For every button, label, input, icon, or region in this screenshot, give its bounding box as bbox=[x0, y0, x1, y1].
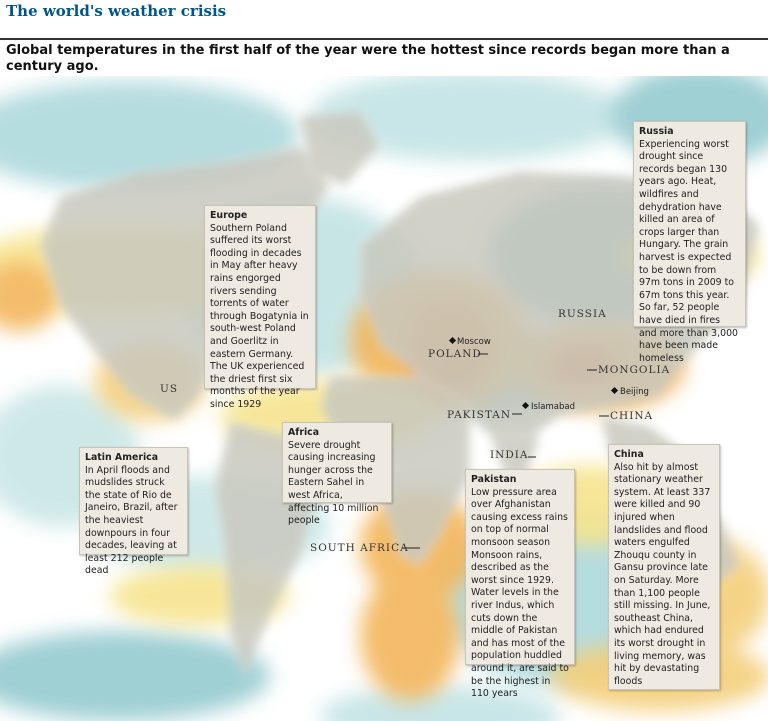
annotation-africa bbox=[282, 422, 392, 527]
annotation-russia-text: Experiencing worst drought since records began 130 years ago. Heat, wildfires and dehydration have killed an area of crops larger than Hungary. The grain harvest is expected to be down from 97m tons in 2009 to 67m tons this year. So far, 52 people have died in fires and more than 3,000 have been made homeless bbox=[639, 138, 739, 364]
page-title: The world's weather crisis bbox=[6, 2, 227, 20]
lead-bold: Global temperatures in the first half of the year were the hottest since records began more than a century ago. bbox=[6, 43, 730, 74]
annotation-africa-text: Severe drought causing increasing hunger across the Eastern Sahel in west Africa, affecting 10 million people bbox=[288, 439, 379, 527]
annotation-china-heading: China bbox=[614, 449, 644, 460]
annotation-africa-heading: Africa bbox=[288, 427, 320, 438]
label-india: INDIA bbox=[490, 449, 529, 461]
annotation-latin-america-heading: Latin America bbox=[85, 452, 159, 463]
annotation-latin-america bbox=[79, 447, 188, 577]
annotation-europe bbox=[204, 205, 316, 410]
annotation-china-text: Also hit by almost stationary weather system. At least 337 were killed and 90 injured when landslides and flood waters engulfed Zhouqu county in Gansu province late on Saturday. More than 1,100 people still missing. In June, southeast China, which had endured its worst drought in living memory, was hit by devastating floods bbox=[614, 461, 711, 687]
annotation-russia-heading: Russia bbox=[639, 126, 674, 137]
city-beijing: Beijing bbox=[620, 387, 649, 397]
annotation-pakistan-text: Low pressure area over Afghanistan causing excess rains on top of normal monsoon season Monsoon rains, described as the worst since 1929. Water levels in the river Indus, which cuts down the middle of Pakistan and has most of the population huddled around it, are said to be the highest in 110 years bbox=[471, 486, 569, 700]
label-china: CHINA bbox=[610, 410, 654, 422]
label-south-africa: SOUTH AFRICA bbox=[310, 542, 409, 554]
annotation-europe-heading: Europe bbox=[210, 210, 248, 221]
city-moscow: Moscow bbox=[457, 337, 491, 347]
city-islamabad: Islamabad bbox=[531, 402, 575, 412]
label-mongolia: MONGOLIA bbox=[598, 364, 671, 376]
annotation-pakistan-heading: Pakistan bbox=[471, 474, 517, 485]
label-poland: POLAND bbox=[428, 348, 482, 360]
title-rule bbox=[0, 38, 768, 40]
label-pakistan: PAKISTAN bbox=[447, 409, 512, 421]
annotation-latin-america-text: In April floods and mudslides struck the state of Rio de Janeiro, Brazil, after the heaviest downpours in four decades, leaving at least 212 people dead bbox=[85, 464, 178, 577]
annotation-russia bbox=[633, 121, 746, 364]
annotation-china bbox=[608, 444, 720, 690]
annotation-europe-text: Southern Poland suffered its worst flooding in decades in May after heavy rains engorged rivers sending torrents of water through Bogatynia in south-west Poland and Goerlitz in eastern Germany. The UK experienced the driest first six months of the year since 1929 bbox=[210, 222, 309, 410]
annotation-pakistan bbox=[465, 469, 575, 700]
label-us: US bbox=[160, 383, 179, 395]
label-russia: RUSSIA bbox=[558, 308, 607, 320]
